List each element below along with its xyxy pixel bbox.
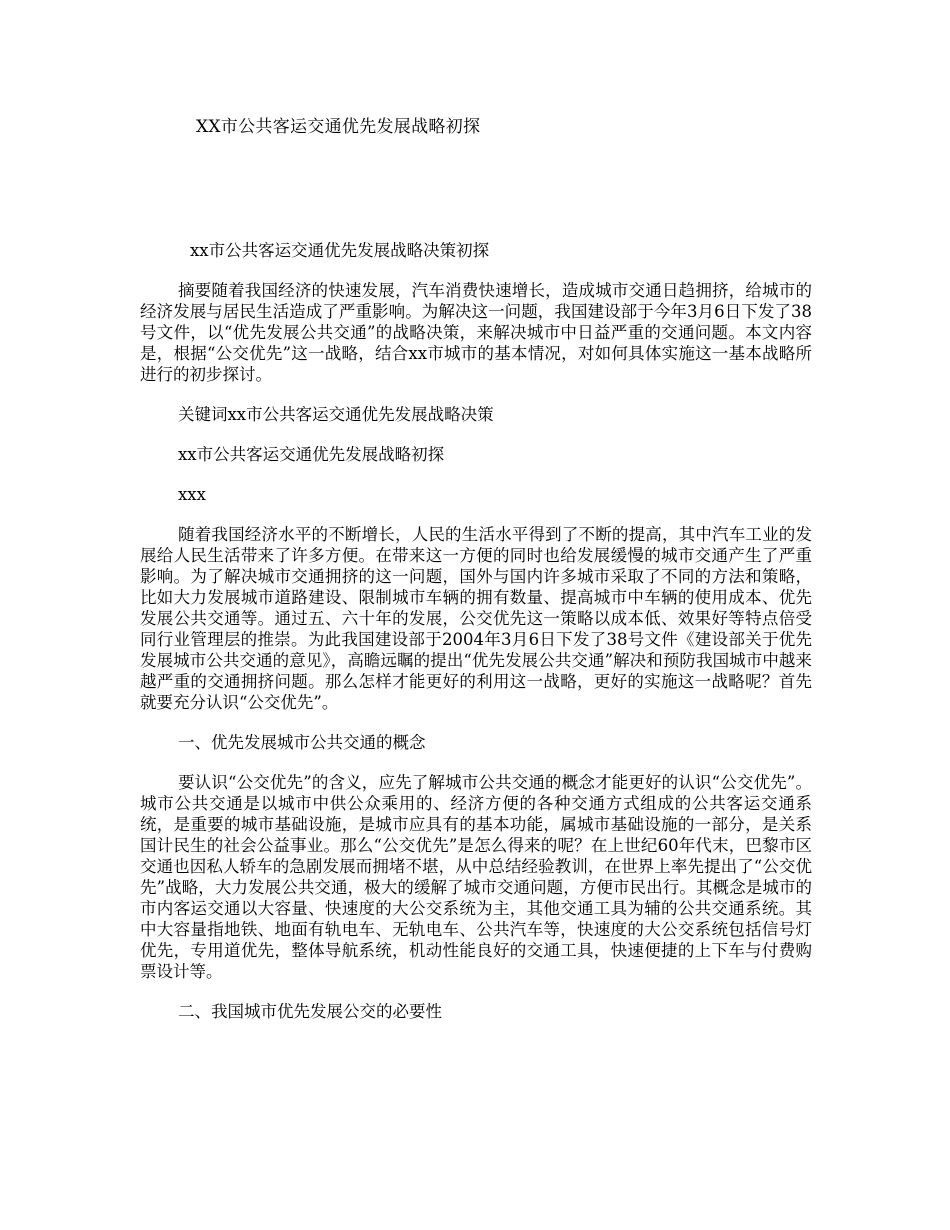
keywords-line: 关键词xx市公共客运交通优先发展战略决策 <box>178 405 494 424</box>
intro-paragraph: 随着我国经济水平的不断增长，人民的生活水平得到了不断的提高，其中汽车工业的发展给人民生活带来了许多方便。在带来这一方便的同时也给发展缓慢的城市交通产生了严重影响。为了解决城市交通拥挤的这一问题，国外与国内许多城市采取了不同的方法和策略，比如大力发展城市道路建设、限制城市车辆的拥有数量、提高城市中车辆的使用成本、优先发展公共交通等。通过五、六十年的发展，公交优先这一策略以成本低、效果好等特点倍受同行业管理层的推崇。为此我国建设部于2004年3月6日下发了38号文件《建设部关于优先发展城市公共交通的意见》，高瞻远瞩的提出“优先发展公共交通”解决和预防我国城市中越来越严重的交通拥挤问题。那么怎样才能更好的利用这一战略，更好的实施这一战略呢？首先就要充分认识“公交优先”。 <box>140 525 812 712</box>
article-title: xx市公共客运交通优先发展战略初探 <box>178 445 445 464</box>
document-title: XX市公共客运交通优先发展战略初探 <box>196 117 481 137</box>
document-subtitle: xx市公共客运交通优先发展战略决策初探 <box>190 241 490 260</box>
author-line: xxx <box>178 485 206 504</box>
abstract-paragraph: 摘要随着我国经济的快速发展，汽车消费快速增长，造成城市交通日趋拥挤，给城市的经济发展与居民生活造成了严重影响。为解决这一问题，我国建设部于今年3月6日下发了38号文件，以“优先发展公共交通”的战略决策，来解决城市中日益严重的交通问题。本文内容是，根据“公交优先”这一战略，结合xx市城市的基本情况，对如何具体实施这一基本战略所进行的初步探讨。 <box>140 281 812 384</box>
document-body <box>140 240 812 1041</box>
section-2-heading: 二、我国城市优先发展公交的必要性 <box>178 1002 442 1021</box>
section-1-heading: 一、优先发展城市公共交通的概念 <box>178 733 426 752</box>
section-1-paragraph: 要认识“公交优先”的含义，应先了解城市公共交通的概念才能更好的认识“公交优先”。城市公共交通是以城市中供公众乘用的、经济方便的各种交通方式组成的公共客运交通系统，是重要的城市基础设施，是城市应具有的基本功能，属城市基础设施的一部分，是关系国计民生的社会公益事业。那么“公交优先”是怎么得来的呢？在上世纪60年代末，巴黎市区交通也因私人轿车的急剧发展而拥堵不堪，从中总结经验教训，在世界上率先提出了“公交优先”战略，大力发展公共交通，极大的缓解了城市交通问题，方便市民出行。其概念是城市的市内客运交通以大容量、快速度的大公交系统为主，其他交通工具为辅的公共交通系统。其中大容量指地铁、地面有轨电车、无轨电车、公共汽车等，快速度的大公交系统包括信号灯优先，专用道优先，整体导航系统，机动性能良好的交通工具，快速便捷的上下车与付费购票设计等。 <box>140 773 812 981</box>
